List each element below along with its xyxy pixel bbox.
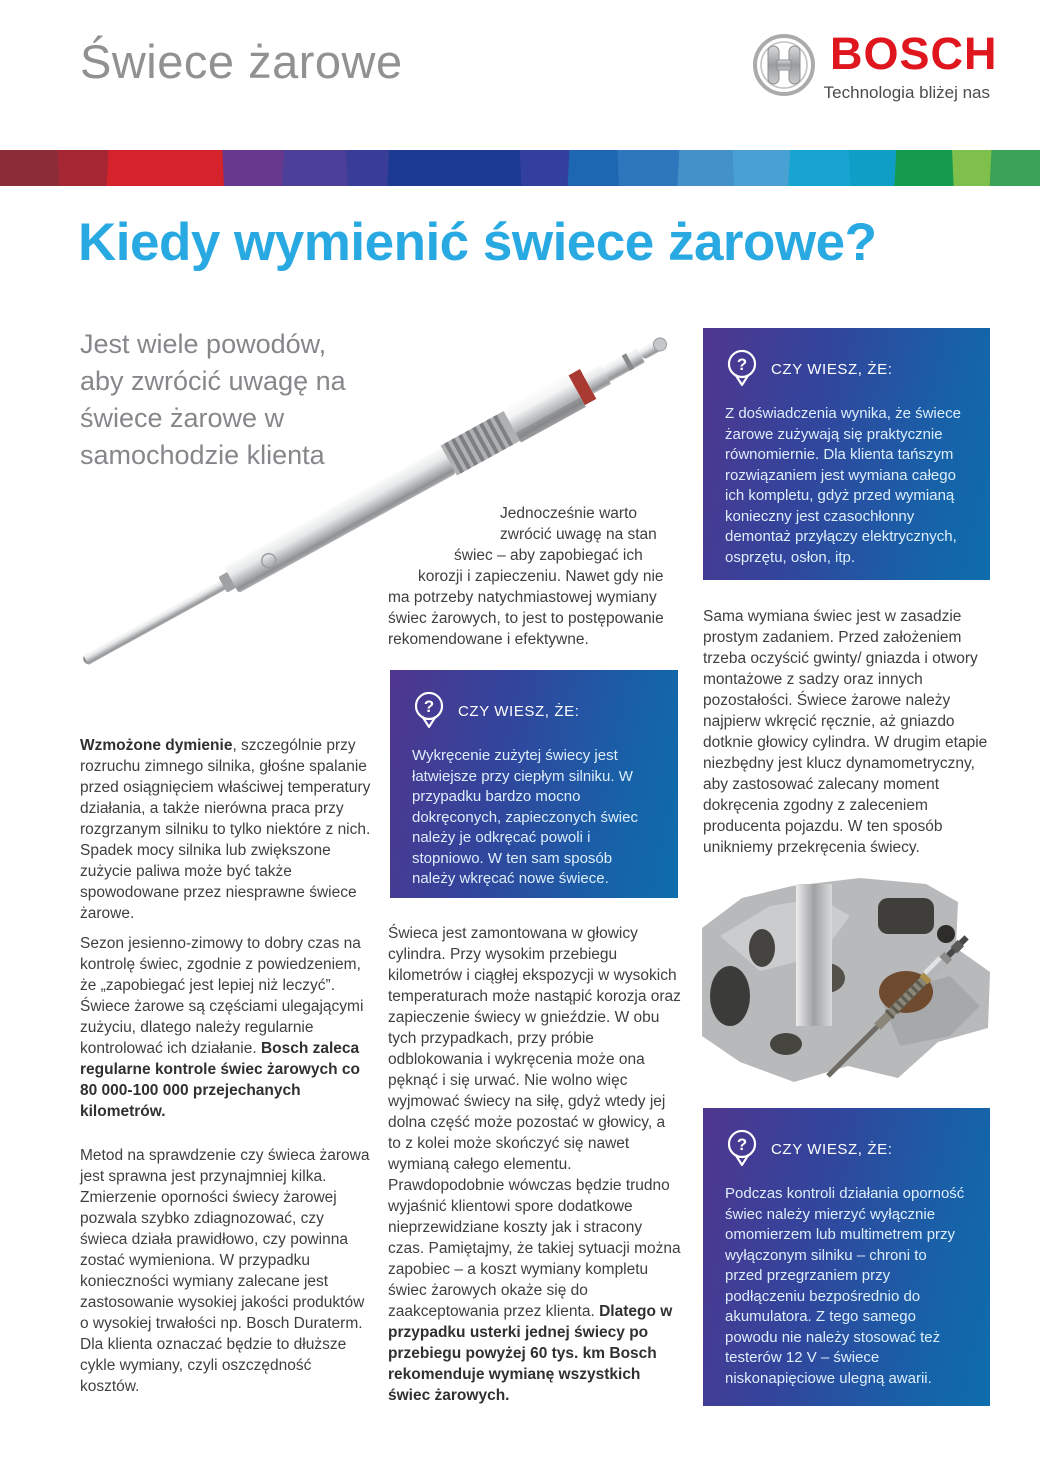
color-bar-segment	[223, 150, 288, 186]
info-box-1	[703, 328, 990, 580]
color-bar-segment	[732, 150, 793, 186]
info-box-2-header	[412, 690, 656, 732]
paragraph-middle-2	[388, 923, 682, 1406]
image-wrap-spacer	[388, 547, 418, 569]
color-bar-segment	[387, 150, 526, 186]
color-bar-segment	[894, 150, 957, 186]
bosch-tagline: Technologia bliżej nas	[823, 83, 990, 102]
color-bar	[0, 150, 1040, 186]
color-bar-segment	[106, 150, 229, 186]
svg-text:?: ?	[736, 354, 748, 374]
image-wrap-spacer	[388, 525, 454, 547]
color-bar-segment	[788, 150, 854, 186]
paragraph-text: Sezon jesienno-zimowy to dobry czas na kontrolę świec, zgodnie z powiedzeniem, że „zapobiegać jest lepiej niż leczyć”. Świece żarowe są częściami ulegającymi zużyciu, dlatego należy regularnie kontrolować ich działanie.	[80, 935, 364, 1057]
main-heading: Kiedy wymienić świece żarowe?	[78, 213, 877, 272]
info-box-text: Wykręcenie zużytej świecy jest łatwiejsze przy ciepłym silniku. W przypadku bardzo mocno dokręconych, zapieczonych świec należy je odkręcać powoli i stopniowo. W ten sam sposób należy wkręcać nowe świece.	[412, 747, 638, 887]
page-title: Świece żarowe	[80, 35, 403, 88]
paragraph-bold-emphasis: Bosch zaleca regularne kontrole świec żarowych co 80 000-100 000 przejechanych kilometrów.	[80, 1040, 360, 1120]
color-bar-segment	[58, 150, 113, 186]
paragraph-middle-1	[388, 503, 682, 650]
bosch-logo	[752, 28, 998, 108]
paragraph-text: Sama wymiana świec jest w zasadzie prostym zadaniem. Przed założeniem trzeba oczyścić gwinty/ gniazda i otwory montażowe z sadzy oraz innych pozostałości. Świece żarowe należy najpierw wkręcić ręcznie, aż gniazdo dotknie głowicy cylindra. W drugim etapie niezbędny jest klucz dynamometryczny, aby zastosować zalecany moment dokręcenia zgodny z zaleceniem producenta pojazdu. W ten sposób unikniemy przekręcenia świecy.	[703, 608, 988, 856]
info-box-1-header	[725, 348, 968, 390]
info-box-title: CZY WIESZ, ŻE:	[771, 1140, 893, 1158]
intro-lead-text: Jest wiele powodów, aby zwrócić uwagę na świece żarowe w samochodzie klienta	[80, 329, 346, 470]
paragraph-bold-emphasis: Dlatego w przypadku usterki jednej świecy po przebiegu powyżej 60 tys. km Bosch rekomenduje wymianę wszystkich świec żarowych.	[388, 1303, 673, 1404]
info-box-3	[703, 1108, 990, 1406]
paragraph-text: Świeca jest zamontowana w głowicy cylindra. Przy wysokim przebiegu kilometrów i ciągłej ekspozycji w wysokich temperaturach może nastąpić korozja oraz zapieczenie świecy w gnieździe. W obu tych przypadkach, przy próbie odblokowania i wykręcenia może ona pęknąć i się urwać. Nie wolno więc wyjmować świecy na siłę, gdyż wtedy jej dolna część może pozostać w głowicy, a to z kolei może skończyć się nawet wymianą całego elementu. Prawdopodobnie wówczas będzie trudno wyjaśnić klientowi spore dodatkowe nieprzewidziane koszty jak i stracony czas. Pamiętajmy, że takiej sytuacji można zapobiec – a koszt wymiany kompletu świec żarowych okaże się do zaakceptowania przez klienta.	[388, 925, 681, 1320]
paragraph-text: Jednocześnie warto zwrócić uwagę na stan świec – aby zapobiegać ich korozji i zapieczeniu. Nawet gdy nie ma potrzeby natychmiastowej wymiany świec żarowych, to jest to postępowanie rekomendowane i efektywne.	[388, 505, 664, 648]
info-box-text: Podczas kontroli działania oporność świec należy mierzyć wyłącznie omomierzem lub multimetrem przy wyłączonym silniku – chroni to przed przegrzaniem przy podłączeniu bezpośrednio do akumulatora. Z tego samego powodu nie należy stosować też testerów 12 V – świece niskonapięciowe ulegną awarii.	[725, 1185, 965, 1387]
color-bar-segment	[952, 150, 994, 186]
color-bar-segment	[0, 150, 63, 186]
engine-image	[700, 876, 992, 1091]
bosch-wordmark: BOSCH	[830, 28, 998, 79]
color-bar-segment	[567, 150, 622, 186]
color-bar-segment	[618, 150, 683, 186]
paragraph-left-1	[80, 735, 372, 924]
svg-text:?: ?	[736, 1134, 748, 1154]
question-pin-icon	[725, 1128, 759, 1170]
color-bar-segment	[849, 150, 899, 186]
question-pin-icon	[412, 690, 446, 732]
paragraph-text: , szczególnie przy rozruchu zimnego silnika, głośne spalanie przed osiągnięciem właściwej temperatury działania, a także nierówna praca przy rozgrzanym silniku to tylko niektóre z nich. Spadek mocy silnika lub zwiększone zużycie paliwa może być także spowodowane przez niesprawne świece żarowe.	[80, 737, 371, 922]
image-wrap-spacer	[388, 503, 500, 525]
paragraph-bold-lead: Wzmożone dymienie	[80, 737, 233, 754]
color-bar-segment	[678, 150, 738, 186]
color-bar-segment	[990, 150, 1040, 186]
info-box-2	[390, 670, 678, 898]
paragraph-left-3	[80, 1145, 372, 1397]
info-box-title: CZY WIESZ, ŻE:	[458, 702, 580, 720]
question-pin-icon	[725, 348, 759, 390]
info-box-3-header	[725, 1128, 968, 1170]
color-bar-segment	[520, 150, 572, 186]
paragraph-right-1	[703, 606, 992, 858]
svg-text:?: ?	[423, 696, 435, 716]
color-bar-segment	[282, 150, 351, 186]
paragraph-left-2	[80, 933, 372, 1122]
paragraph-text: Metod na sprawdzenie czy świeca żarowa jest sprawna jest przynajmniej kilka. Zmierzenie oporności świecy żarowej pozwala szybko zdiagnozować, czy świeca działa prawidłowo, czy powinna zostać wymieniona. W przypadku konieczności wymiany zalecane jest zastosowanie wysokiej jakości produktów o wysokiej trwałości np. Bosch Duraterm. Dla klienta oznaczać będzie to dłuższe cykle wymiany, czyli oszczędność kosztów.	[80, 1147, 370, 1395]
info-box-title: CZY WIESZ, ŻE:	[771, 360, 893, 378]
info-box-text: Z doświadczenia wynika, że świece żarowe zużywają się praktycznie równomiernie. Dla klienta tańszym rozwiązaniem jest wymiana całego ich kompletu, gdyż przed wymianą konieczny jest czasochłonny demontaż przyłączy elektrycznych, osprzętu, osłon, itp.	[725, 405, 961, 566]
